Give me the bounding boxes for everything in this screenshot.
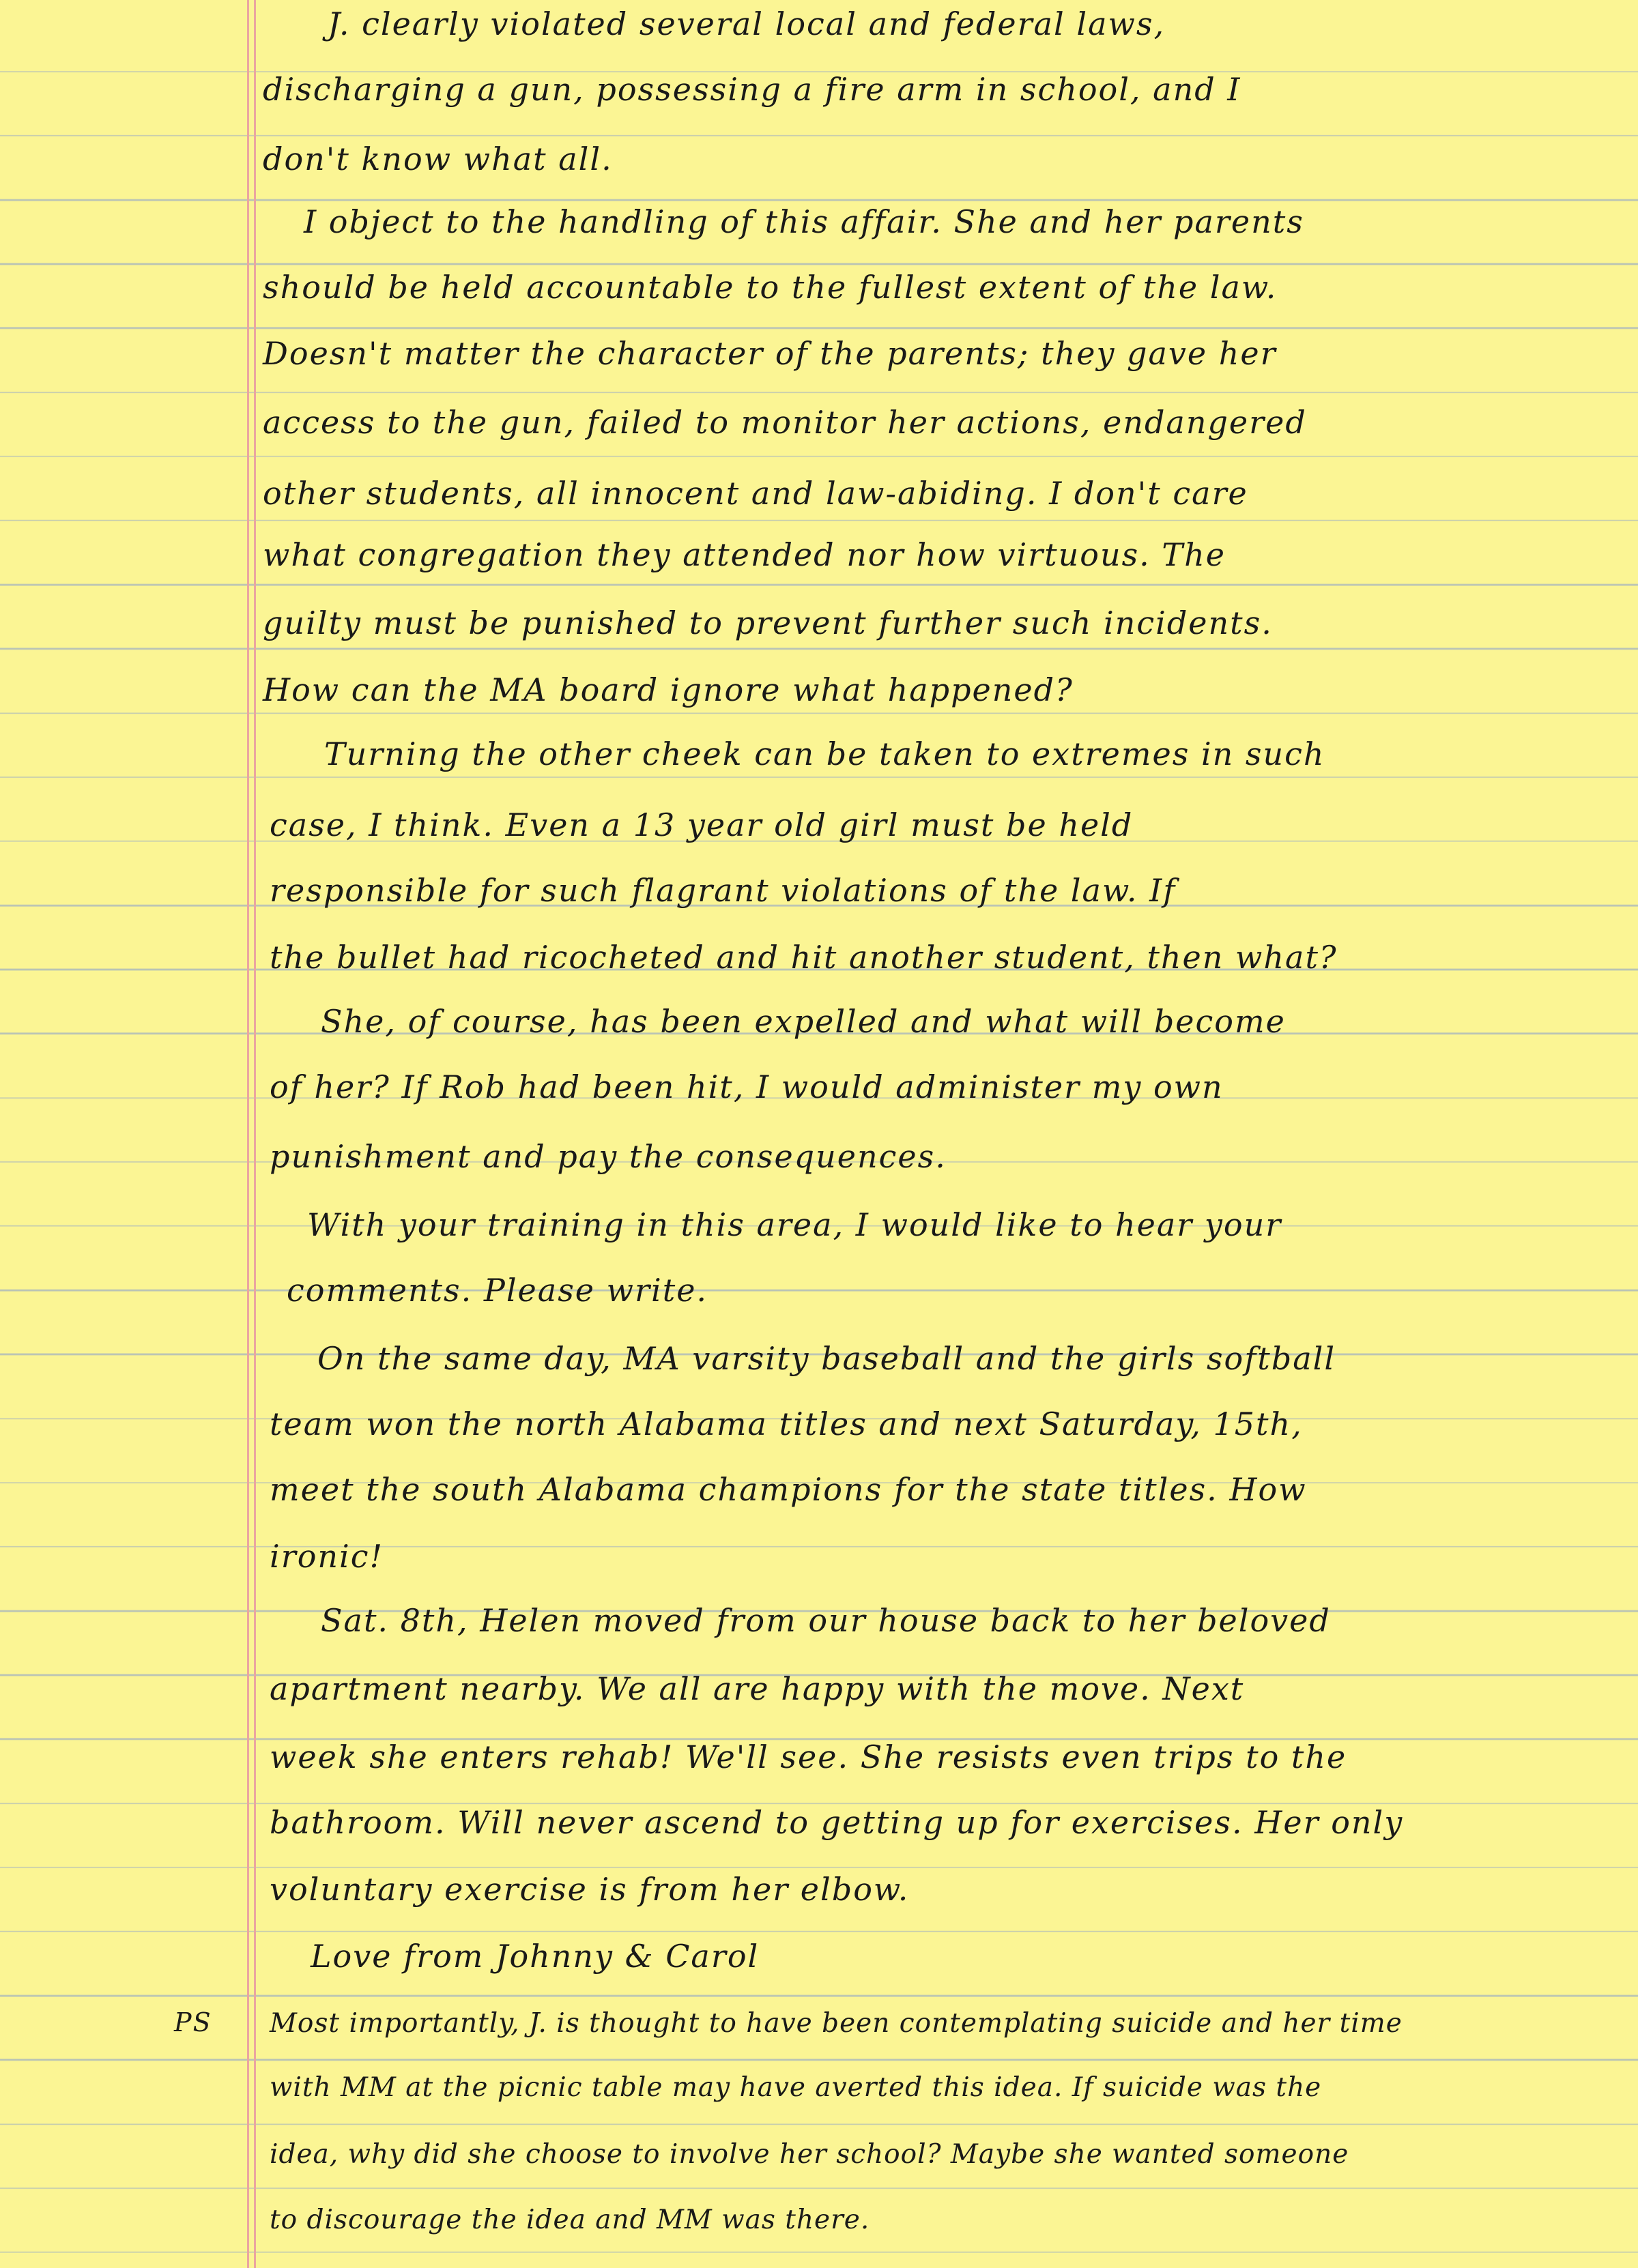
letter-line: should be held accountable to the fullest extent of the law. xyxy=(263,269,1278,306)
postscript-line: with MM at the picnic table may have averted this idea. If suicide was the xyxy=(270,2072,1322,2103)
letter-line: bathroom. Will never ascend to getting up for exercises. Her only xyxy=(270,1804,1404,1841)
letter-line: On the same day, MA varsity baseball and the girls softball xyxy=(317,1340,1336,1377)
letter-line: of her? If Rob had been hit, I would administer my own xyxy=(270,1068,1224,1105)
letter-line: Turning the other cheek can be taken to extremes in such xyxy=(324,736,1325,772)
letter-line: With your training in this area, I would like to hear your xyxy=(307,1206,1282,1243)
letter-line: How can the MA board ignore what happened? xyxy=(263,671,1074,708)
margin-line xyxy=(247,0,249,2268)
letter-line: She, of course, has been expelled and what will become xyxy=(321,1003,1286,1040)
letter-line: Sat. 8th, Helen moved from our house back to her beloved xyxy=(321,1602,1331,1639)
letter-line: meet the south Alabama champions for the state titles. How xyxy=(270,1471,1307,1508)
letter-line: access to the gun, failed to monitor her actions, endangered xyxy=(263,404,1307,441)
letter-line: discharging a gun, possessing a fire arm in school, and I xyxy=(263,71,1241,108)
letter-line: the bullet had ricocheted and hit another student, then what? xyxy=(270,939,1338,976)
letter-line: comments. Please write. xyxy=(287,1272,708,1309)
letter-line: apartment nearby. We all are happy with the move. Next xyxy=(270,1670,1245,1707)
letter-line: I object to the handling of this affair. She and her parents xyxy=(304,203,1304,240)
letter-line: guilty must be punished to prevent further such incidents. xyxy=(263,605,1273,641)
margin-line xyxy=(254,0,256,2268)
letter-line: punishment and pay the consequences. xyxy=(270,1138,947,1175)
postscript-line: Most importantly, J. is thought to have been contemplating suicide and her time xyxy=(270,2008,1403,2039)
letter-line: responsible for such flagrant violations of the law. If xyxy=(270,872,1177,909)
letter-line: J. clearly violated several local and federal laws, xyxy=(328,5,1166,42)
postscript-line: idea, why did she choose to involve her school? Maybe she wanted someone xyxy=(270,2139,1349,2170)
postscript-line: to discourage the idea and MM was there. xyxy=(270,2205,870,2235)
letter-line: other students, all innocent and law-abiding. I don't care xyxy=(263,475,1248,512)
ps-label: PS xyxy=(174,2007,212,2037)
letter-line: what congregation they attended nor how virtuous. The xyxy=(263,536,1226,573)
letter-closing: Love from Johnny & Carol xyxy=(311,1938,760,1975)
letter-line: week she enters rehab! We'll see. She resists even trips to the xyxy=(270,1739,1347,1775)
letter-line: case, I think. Even a 13 year old girl must be held xyxy=(270,806,1134,843)
letter-line: team won the north Alabama titles and next Saturday, 15th, xyxy=(270,1406,1303,1442)
letter-line: Doesn't matter the character of the parents; they gave her xyxy=(263,335,1277,372)
letter-line: don't know what all. xyxy=(263,141,613,177)
letter-line: voluntary exercise is from her elbow. xyxy=(270,1871,910,1908)
letter-line: ironic! xyxy=(270,1538,384,1575)
